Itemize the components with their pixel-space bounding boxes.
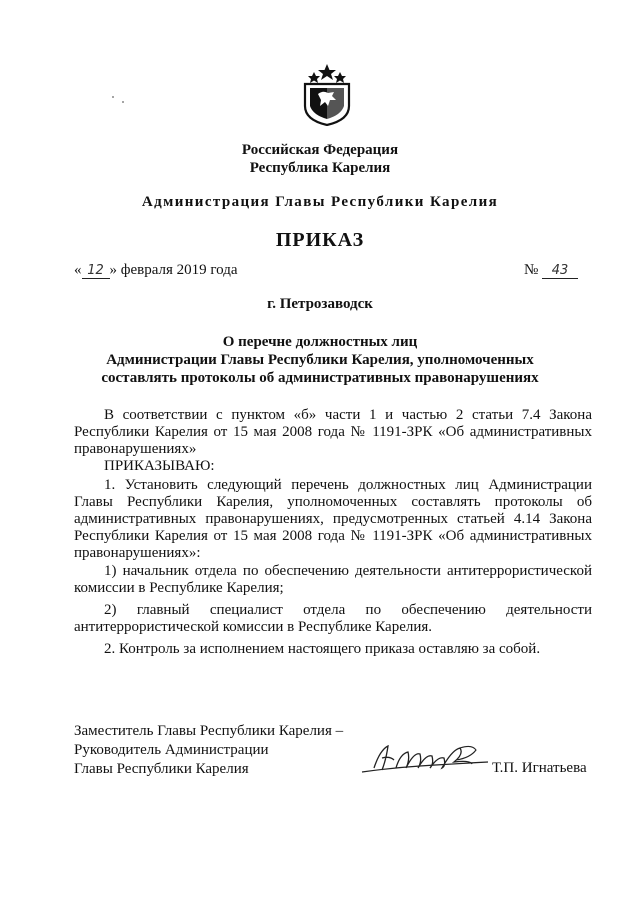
city-line: г. Петрозаводск — [267, 296, 373, 312]
country-heading: Российская Федерация — [241, 142, 399, 158]
list-item-2: 2) главный специалист отдела по обеспечению деятельности антитеррористической комиссии в Республике Карелия. — [74, 602, 592, 635]
topic-line-1: О перечне должностных лиц — [222, 334, 418, 350]
clause-2-paragraph: 2. Контроль за исполнением настоящего приказа оставляю за собой. — [104, 641, 541, 657]
document-number — [524, 262, 578, 279]
document-type-title: ПРИКАЗ — [275, 229, 365, 251]
signatory-title-line-2: Руководитель Администрации — [74, 742, 269, 758]
order-word: ПРИКАЗЫВАЮ: — [104, 458, 215, 474]
signatory-name: Т.П. Игнатьева — [492, 760, 587, 776]
number-handwritten: 43 — [542, 264, 578, 279]
date-quote-open: « — [74, 262, 82, 278]
date-day-handwritten: 12 — [82, 264, 110, 279]
republic-heading: Республика Карелия — [249, 160, 391, 176]
topic-line-2: Администрации Главы Республики Карелия, уполномоченных — [106, 352, 534, 368]
signatory-title-line-3: Главы Республики Карелия — [74, 761, 249, 777]
preamble-paragraph: В соответствии с пунктом «б» части 1 и частью 2 статьи 7.4 Закона Республики Карелия от 15 мая 2008 года № 1191-ЗРК «Об административных правонарушениях» — [74, 407, 592, 457]
date-month-year: » февраля 2019 года — [109, 262, 238, 278]
topic-line-3: составлять протоколы об административных правонарушениях — [101, 370, 539, 386]
coat-of-arms-icon — [301, 62, 353, 126]
list-item-1: 1) начальник отдела по обеспечению деятельности антитеррористической комиссии в Республике Карелия; — [74, 563, 592, 596]
number-label: № — [524, 262, 539, 278]
administration-heading: Администрация Главы Республики Карелия — [141, 194, 499, 210]
clause-1-paragraph: 1. Установить следующий перечень должностных лиц Администрации Главы Республики Карелия, уполномоченных составлять протоколы об административных правонарушениях, предусмотренных статьей 4.14 Закона Республики Карелия от 15 мая 2008 года № 1191-ЗРК «Об административных правонарушениях»: — [74, 477, 592, 561]
scan-speck — [122, 101, 124, 103]
scan-speck — [112, 96, 114, 98]
handwritten-signature-icon — [360, 738, 490, 784]
document-date — [74, 262, 238, 279]
signatory-title-line-1: Заместитель Главы Республики Карелия – — [74, 723, 344, 739]
signatory-title — [74, 722, 343, 779]
